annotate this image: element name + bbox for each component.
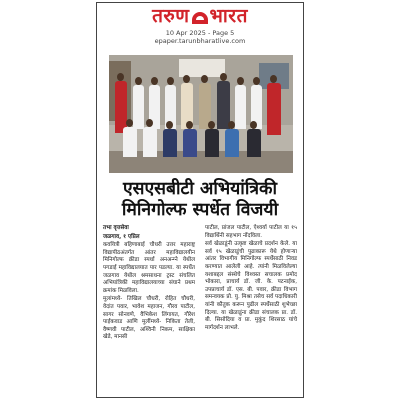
person-head bbox=[183, 75, 190, 83]
headline-line1: एसएसबीटी अभियांत्रिकी bbox=[122, 179, 278, 199]
person-head bbox=[167, 77, 174, 85]
person-head bbox=[166, 121, 173, 129]
person-figure bbox=[183, 129, 197, 157]
epaper-clipping bbox=[96, 2, 304, 398]
person-head bbox=[250, 121, 257, 129]
person-head bbox=[237, 77, 244, 85]
team-photo bbox=[109, 55, 293, 173]
article-paragraph: मुलांमध्ये- तिखिल चौधरी, रोहित चौधरी, वेदांत पवार, भावेश महाजन, गौरव पाटील, सागर सोनवणे, वैभिकेश लिंगायत, गौरेश पाईकवाड आणि मुलींमध्ये- निकिता तेली, वैष्णवी पाटील, अश्विनी निकम, साक्षिका खेडे, मानसी bbox=[103, 296, 195, 341]
person-figure bbox=[267, 83, 281, 135]
masthead-name-part1: तरुण bbox=[152, 5, 190, 27]
person-head bbox=[117, 73, 124, 81]
article-byline: तभा वृत्तसेवा bbox=[103, 225, 129, 231]
person-head bbox=[270, 75, 277, 83]
person-head bbox=[253, 77, 260, 85]
person-figure bbox=[123, 127, 137, 157]
person-figure bbox=[235, 85, 246, 129]
headline-line2: मिनिगोल्फ स्पर्धेत विजयी bbox=[121, 200, 279, 220]
article-column-left bbox=[103, 225, 195, 343]
person-figure bbox=[143, 127, 157, 157]
person-head bbox=[208, 121, 215, 129]
epaper-site-label: epaper.tarunbharatlive.com bbox=[154, 37, 246, 45]
masthead-name-part2: भारत bbox=[209, 5, 248, 27]
date-page-label: 10 Apr 2025 - Page 5 bbox=[165, 29, 235, 37]
person-figure bbox=[225, 129, 239, 157]
article-paragraph: पाटील, प्रांजल पाटील, ऐश्वर्या पाटील या १५ विद्यार्थिनी सहभाग नोंदविला. bbox=[205, 225, 297, 239]
person-head bbox=[186, 121, 193, 129]
person-head bbox=[126, 119, 133, 127]
article-column-right bbox=[205, 225, 297, 333]
edition-dateline bbox=[97, 29, 303, 45]
person-head bbox=[151, 77, 158, 85]
article-place-date: जळगाव, १ एप्रिल bbox=[103, 233, 140, 240]
person-head bbox=[201, 75, 208, 83]
person-figure bbox=[115, 81, 127, 133]
person-head bbox=[146, 119, 153, 127]
article-paragraph: सर्व खेळाडूंनी उत्कृष्ट खेळाचे प्रदर्शन केले. या सर्व १५ खेळाडूंची पुढाकारू येथे होणाऱ्या आंतर विभागीय मिनिगोल्फ स्पर्धेसाठी निवड करण्यात आलेली आहे. त्यांनी मिळविलेल्या यशाबद्दल संस्थेचे विश्वस्त सचालक प्रमोद भोकारा, प्राचार्य डॉ. जी. के. पटनाईक, उपप्राचार्य डॉ. एस. बी. पवार, क्रीडा विभाग समन्वयक प्रो. यु. मिश्रा तसेच सर्व पदाधिकारी यांनी कौतुक करून पुढील स्पर्धेसाठी शुभेच्छा दिल्या. या खेळाडूंना क्रीडा संचालक प्रा. डॉ. बी. सिसोदिया व प्रा. मुकुंद शिरसाठ यांचे मार्गदर्शन लाभले. bbox=[205, 241, 297, 331]
person-figure bbox=[205, 129, 219, 157]
person-figure bbox=[247, 129, 261, 157]
sunrise-logo-icon bbox=[192, 12, 208, 24]
person-figure bbox=[163, 129, 177, 157]
person-head bbox=[135, 77, 142, 85]
article-headline bbox=[105, 179, 295, 221]
person-head bbox=[228, 121, 235, 129]
person-figure bbox=[133, 85, 144, 129]
newspaper-masthead bbox=[97, 5, 303, 27]
person-head bbox=[220, 73, 227, 81]
article-paragraph: कवयित्री बहिणाबाई चौधरी उत्तर महाराष्ट्र विद्यापीठअंतर्गत आंतर महाविद्यालयीन मिनिगोल्फ क्रीडा स्पर्धा अनअन्ग्ने येथील पगडाई महाविद्यालयात पार पडल्या. या स्पर्धेत जळगाव येथील श्रमसाधना ट्रस्ट संचलित अभियांत्रिकी महाविद्यालयाच्या संघाने प्रथम क्रमांक मिळविला. bbox=[103, 242, 195, 294]
